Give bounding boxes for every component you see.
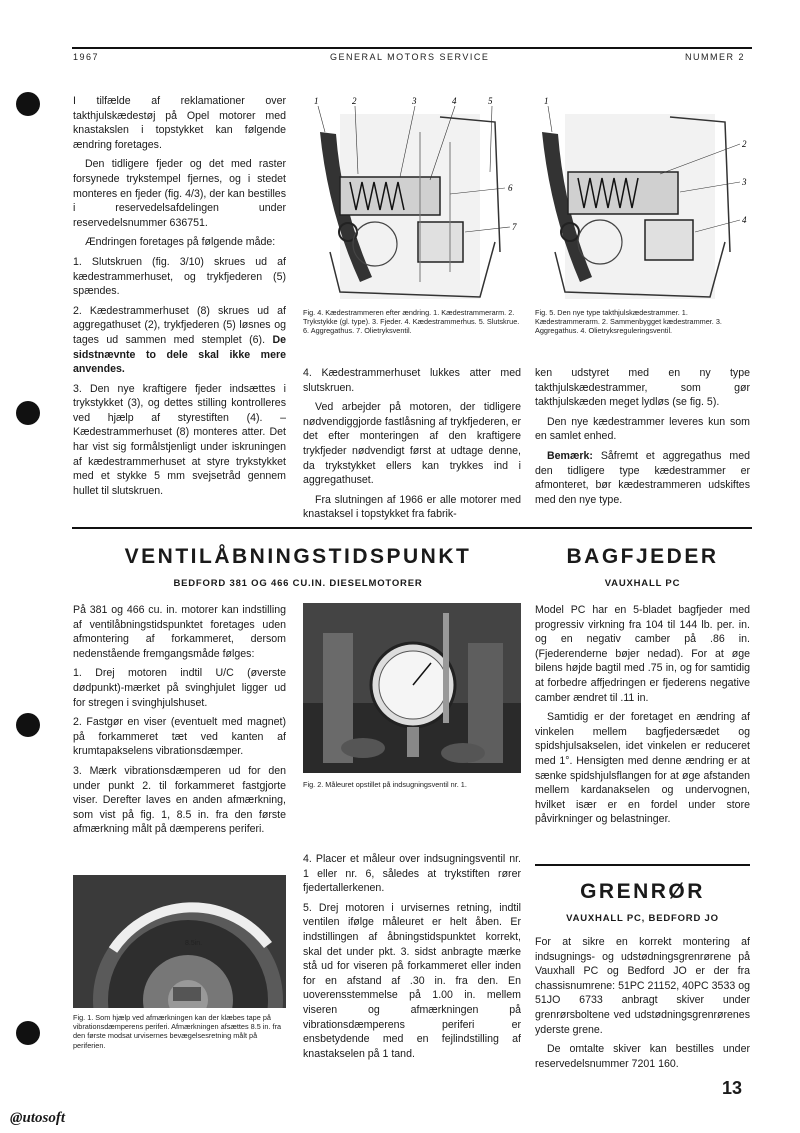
fig2-caption: Fig. 2. Måleuret opstillet på indsugningsventil nr. 1. [303,780,467,789]
ventil-title: VENTILÅBNINGSTIDSPUNKT [124,545,472,568]
punch-hole-4 [16,1021,40,1045]
paragraph-work: Ved arbejder på motoren, der tidligere nødvendiggjorde fastlåsning af trykfjederen, er det efter monteringen af den kraftigere trykfjeder nødvendigt først at udtage denne, da trykstykket ellers kan trykkes ind i aggregathuset. [303,401,521,487]
ventil-step-3: 3. Mærk vibrationsdæmperen ud for den under punkt 2. til forkammeret fastgjorte viser. Derefter laves en anden afmærkning, som vist på fig. 1, 8.5 in. fra den første afmærkning målt på dæmperens periferi. [73,764,286,836]
fig5-drawing [530,92,755,302]
punch-hole-3 [16,713,40,737]
punch-hole-1 [16,92,40,116]
grenror-column [535,935,750,1076]
fig5-callout-2: 2 [742,139,747,149]
top-left-column [73,94,286,503]
fig4-callout-1: 1 [314,96,319,106]
fig5-callout-3: 3 [742,177,747,187]
bagfjeder-column [535,603,750,832]
ventil-mid-column [303,852,521,1066]
ventil-step-1: 1. Drej motoren indtil U/C (øverste dødpunkt)-mærket på svinghjulet ligger ud for stregen i svinghjulshuset. [73,667,286,709]
fig4-callout-6: 6 [508,183,513,193]
fig4-drawing [300,92,522,302]
fig5-callout-1: 1 [544,96,549,106]
grenror-paragraph-1: For at sikre en korrekt montering af indsugnings- og udstødningsgrenrørene på Vauxhall PC og Bedford JO er der fra chassisnumrene: 51PC 21152, 40PC 3533 og 51JO 6733 anbragt skiver under grenrørsboltene ved udstødningsgrenrørenes yderste grene. [535,936,750,1036]
grenror-rule [535,864,750,866]
ventil-subtitle: BEDFORD 381 OG 466 CU.IN. DIESELMOTORER [173,578,423,589]
step-2: 2. Kædestrammerhuset (8) skrues ud af aggregathuset (2), trykfjederen (5) løsnes og tages ud sammen med stemplet (6). De sidstnævnte to dele skal ikke mere anvendes. [73,304,286,376]
step-4: 4. Kædestrammerhuset lukkes atter med slutskruen. [303,367,521,394]
fig1-caption: Fig. 1. Som hjælp ved afmærkningen kan der klæbes tape på vibrationsdæmperens periferi. Afmærkningen afsættes 8.5 in. fra den første modsat urvisernes bevægelsesretning målt på periferien. [73,1013,282,1050]
fig4-callout-7: 7 [512,222,517,232]
fig4-caption: Fig. 4. Kædestrammeren efter ændring. 1. Kædestrammerarm. 2. Trykstykke (gl. type). 3. Fjeder. 4. Kædestrammerhus. 5. Slutskrue. 6. Aggregathus. 7. Olietryksventil. [303,308,520,336]
intro-paragraph: I tilfælde af reklamationer over takthjulskædestøj på Opel motorer med knastakslen i topstykket kan følgende ændring foretages. [73,95,286,151]
fig5-callout-4: 4 [742,215,747,225]
fig5-caption: Fig. 5. Den nye type takthjulskædestrammer. 1. Kædestrammerarm. 2. Sammenbygget kædestrammer. 3. Aggregathus. 4. Olietryksreguleringsventil. [535,308,722,336]
fig1-label: 8.5in. [185,940,203,947]
paragraph-unit: Den nye kædestrammer leveres kun som en samlet enhed. [535,415,750,443]
page-number: 13 [722,1078,743,1098]
fig4-callout-4: 4 [452,96,457,106]
ventil-step-2: 2. Fastgør en viser (eventuelt med magnet) på forkammeret tæt ved kanten af krumtapakselens vibrationsdæmper. [73,716,286,758]
header-year: 1967 [73,52,100,62]
fig2-photo [303,603,521,773]
paragraph-note: Bemærk: Såfremt et aggregathus med den tidligere type kædestrammer er afmonteret, bør kædestrammeren udskiftes med den nye type. [535,449,750,506]
step-3: 3. Den nye kraftigere fjeder indsættes i trykstykket (3), og dettes stilling kontrolleres ved hjælp af styrestiften (4). – Kædestrammerhuset (8) monteres atter. Det har vist sig formålstjenligt under iskruningen af kædestrammerhuset at styre trykstykket med et stykke 5 mm svejsetråd gennem hullet til slutskruen. [73,382,286,497]
ventil-left-column [73,603,286,842]
header-title: GENERAL MOTORS SERVICE [330,52,490,62]
grenror-paragraph-2: De omtalte skiver kan bestilles under reservedelsnummer 7201 160. [535,1043,750,1070]
step-1: 1. Slutskruen (fig. 3/10) skrues ud af kædestrammerhuset, og trykfjederen (5) spændes. [73,255,286,298]
paragraph-2: Den tidligere fjeder og det med raster forsynede trykstempel fjernes, og i stedet monteres en fjeder (fig. 4/3), der kan bestilles i reservedelsafdelingen under reservedelsnummer 636751. [73,158,286,229]
bagfjeder-title: BAGFJEDER [566,545,719,568]
fig4-callout-3: 3 [412,96,417,106]
grenror-subtitle: VAUXHALL PC, BEDFORD JO [566,913,719,924]
paragraph-new-type: ken udstyret med en ny type takthjulskædestrammer, som gør takthjulskæden meget lydløs (se fig. 5). [535,367,750,409]
fig1-photo [73,875,286,1008]
ventil-step-4: 4. Placer et måleur over indsugningsventil nr. 1 eller nr. 6, således at trykstiften rører fjedertallerkenen. [303,853,521,895]
header-rule [72,47,752,49]
top-right-column [535,366,750,512]
fig4-callout-5: 5 [488,96,493,106]
ventil-intro: På 381 og 466 cu. in. motorer kan indstilling af ventilåbningstidspunktet foretages uden afmontering af forkammeret, dersom nedenstående fremgangsmåde følges: [73,604,286,660]
watermark-text: @utosoft [10,1110,65,1126]
top-mid-column [303,366,521,527]
bagfjeder-subtitle: VAUXHALL PC [604,578,681,589]
paragraph-1966: Fra slutningen af 1966 er alle motorer med knastaksel i topstykket fra fabrik- [303,493,521,521]
punch-hole-2 [16,401,40,425]
header-number: NUMMER 2 [685,52,746,62]
fig4-callout-2: 2 [352,96,357,106]
bagfjeder-paragraph-2: Samtidig er der foretaget en ændring af vinkelen mellem bagfjedersædet og spidshjulsakselen, idet vinkelen er reduceret med 1°. Hensigten med denne ændring er at sænke spidshjulsflangen for at øge afstanden mellem kardanakselen og undervognen, hvilket især er en fordel under store påvirkninger og belastninger. [535,711,750,826]
section-rule [72,527,752,529]
grenror-title: GRENRØR [580,880,705,903]
bagfjeder-paragraph-1: Model PC har en 5-bladet bagfjeder med progressiv virkning fra 104 til 144 lb. per. in. og en negativ camber på .86 in. (Fjederenderne bøjer nedad). For at øge bilens højde bagtil med .75 in, og for samtidig at forbedre affjedringen er fjederens negative camber ændret til .11 in. [535,604,750,704]
paragraph-3: Ændringen foretages på følgende måde: [85,236,276,249]
ventil-step-5: 5. Drej motoren i urvisernes retning, indtil ventilen ifølge måleuret er helt åben. Er indstillingen af åbningstidspunktet korrekt, skal det under pkt. 3. sidst anbragte mærke stå ud for viseren på forkammeret eller inden for en afstand af .30 in. fra den. En uoverensstemmelse på 1.00 in. mellem viseren og afmærkningen på vibrationsdæmperens periferi er ensbetydende med en fejlindstilling af knastakselen på 1 tand. [303,901,521,1060]
